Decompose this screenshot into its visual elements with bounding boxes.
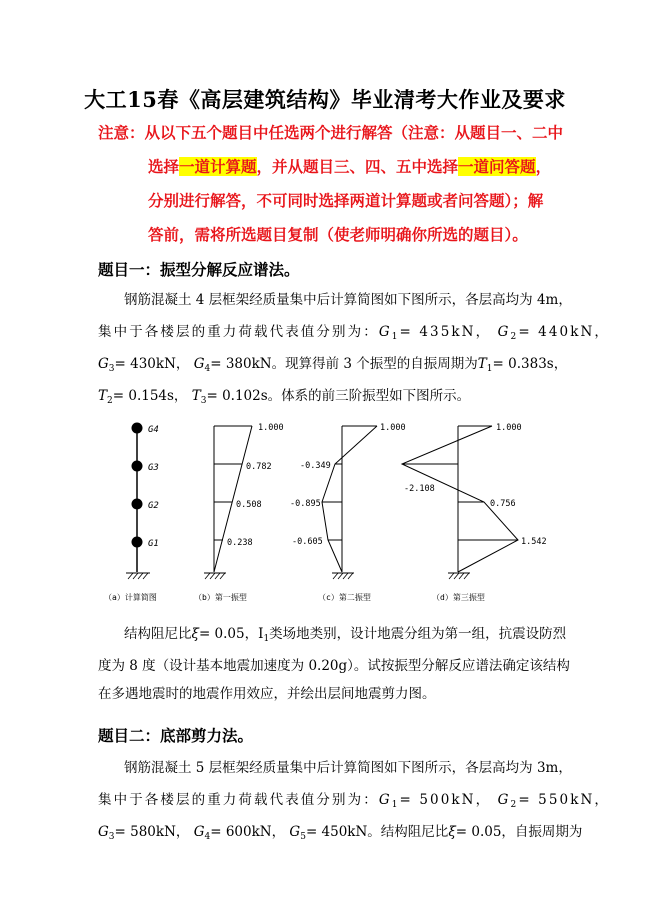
q1-para-line6: 度为 8 度（设计基本地震加速度为 0.20g）。试按振型分解反应谱法确定该结构: [98, 658, 570, 674]
mass-node-g1: [132, 537, 143, 548]
mode1-value-2: 0.508: [236, 500, 262, 510]
notice-line-4: 答前，需将所选题目复制（使老师明确你所选的题目）。: [148, 225, 528, 244]
notice-line-1: 注意：从以下五个题目中任选两个进行解答（注意：从题目一、二中: [98, 123, 564, 142]
node-label-g2: G2: [148, 501, 159, 511]
mass-node-g2: [132, 499, 143, 510]
mode3-value-4: 1.000: [496, 423, 522, 433]
mode2-value-1: -0.605: [292, 537, 323, 547]
highlight-calc: 一道计算题: [179, 157, 257, 176]
mode3-value-2: 0.756: [490, 499, 516, 509]
q1-para-line1: 钢筋混凝土 4 层框架经质量集中后计算简图如下图所示，各层高均为 4m，: [124, 292, 572, 308]
q1-para-line5: 结构阻尼比ξ= 0.05，$Ⅰ_1$类场地类别，设计地震分组为第一组，抗震设防烈: [124, 626, 567, 644]
mode2-value-3: -0.349: [300, 461, 331, 471]
highlight-qa: 一道问答题: [458, 157, 536, 176]
q2-para-line3: $G_3= 580kN$， $G_4= 600kN$， $G_5= 450kN$。结构阻尼比ξ= 0.05，自振周期为: [98, 824, 583, 842]
q1-heading: 题目一：振型分解反应谱法。: [98, 260, 300, 279]
caption-a: （a）计算简图: [104, 593, 157, 602]
node-label-g3: G3: [148, 463, 159, 473]
node-label-g1: G1: [148, 539, 159, 549]
mode-shape-figure: [0, 414, 650, 614]
q2-heading: 题目二：底部剪力法。: [98, 726, 254, 745]
q1-para-line4: $T_2= 0.154s$， $T_3= 0.102s$。体系的前三阶振型如下图所示。: [98, 388, 471, 406]
q1-para-line2: 集中于各楼层的重力荷载代表值分别为：$G_1= 435kN$， $G_2= 440kN$，: [98, 324, 610, 342]
caption-b: （b）第一振型: [194, 593, 247, 602]
q1-para-line3: $G_3= 430kN$， $G_4= 380kN$。现算得前 3 个振型的自振周期为$T_1= 0.383s$，: [98, 356, 568, 374]
mode1-value-4: 1.000: [258, 423, 284, 433]
mode1-value-3: 0.782: [246, 462, 272, 472]
mass-node-g4: [132, 423, 143, 434]
mass-node-g3: [132, 461, 143, 472]
caption-d: （d）第三振型: [432, 593, 485, 602]
mode2-value-2: -0.895: [290, 499, 321, 509]
mode2-value-4: 1.000: [380, 423, 406, 433]
q1-para-line7: 在多遇地震时的地震作用效应，并绘出层间地震剪力图。: [98, 686, 436, 702]
notice-line-3: 分别进行解答，不可同时选择两道计算题或者问答题）；解: [148, 191, 544, 210]
q2-para-line2: 集中于各楼层的重力荷载代表值分别为：$G_1= 500kN$， $G_2= 550kN$，: [98, 792, 610, 810]
mode1-value-1: 0.238: [227, 538, 253, 548]
node-label-g4: G4: [148, 425, 159, 435]
caption-c: （c）第二振型: [318, 593, 371, 602]
notice-line-2: 选择一道计算题，并从题目三、四、五中选择一道问答题，: [148, 157, 552, 176]
page-title: 大工15春《高层建筑结构》毕业清考大作业及要求: [84, 87, 566, 112]
q2-para-line1: 钢筋混凝土 5 层框架经质量集中后计算简图如下图所示，各层高均为 3m，: [124, 760, 572, 776]
mode3-value-1: 1.542: [521, 537, 547, 547]
mode3-value-3: -2.108: [404, 484, 435, 494]
